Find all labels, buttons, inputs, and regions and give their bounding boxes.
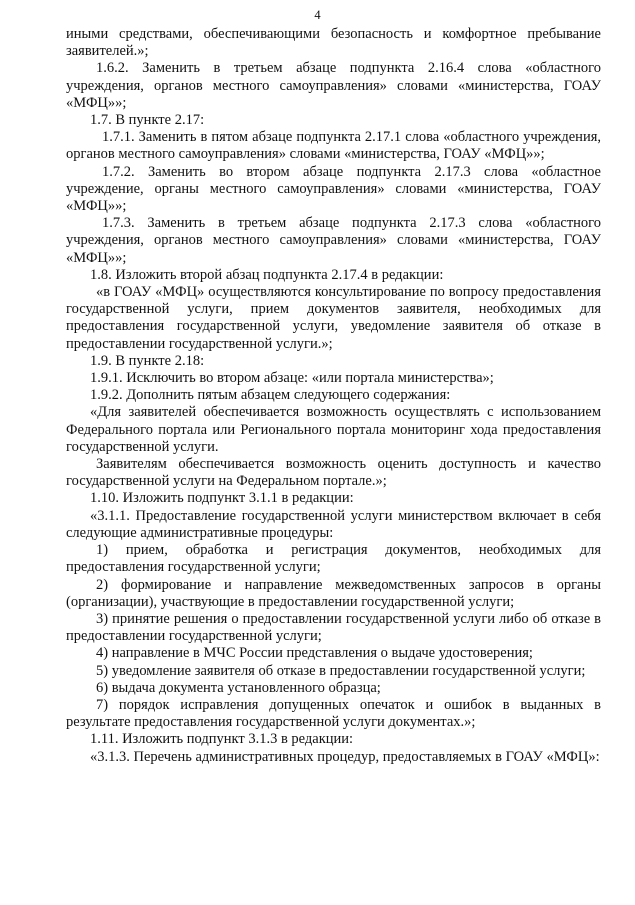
document-body (66, 26, 601, 766)
paragraph: 1.11. Изложить подпункт 3.1.3 в редакции: (90, 731, 354, 748)
paragraph: иными средствами, обеспечивающими безопасность и комфортное пребывание заявителей.»; (66, 26, 601, 60)
page-number: 4 (314, 8, 321, 22)
list-item: 3) принятие решения о предоставлении государственной услуги либо об отказе в предоставлении государственной услуги; (66, 610, 601, 645)
paragraph: 1.7.3. Заменить в третьем абзаце подпункта 2.17.3 слова «областного учреждения, органов местного самоуправления» словами «министерства, ГОАУ «МФЦ»»; (66, 215, 601, 266)
list-item: 1) прием, обработка и регистрация документов, необходимых для предоставления государственной услуги; (66, 542, 601, 576)
paragraph: 1.7.2. Заменить во втором абзаце подпункта 2.17.3 слова «областное учреждение, органы местного самоуправления» словами «министерства, ГОАУ «МФЦ»»; (66, 163, 601, 215)
list-item: 4) направление в МЧС России представления о выдаче удостоверения; (96, 645, 533, 662)
paragraph: Заявителям обеспечивается возможность оценить доступность и качество государственной услуги на Федеральном портале.»; (66, 456, 601, 490)
paragraph: 1.7.1. Заменить в пятом абзаце подпункта 2.17.1 слова «областного учреждения, органов местного самоуправления» словами «министерства, ГОАУ «МФЦ»»; (66, 129, 601, 163)
paragraph: 1.10. Изложить подпункт 3.1.1 в редакции: (90, 490, 354, 507)
paragraph: 1.9. В пункте 2.18: (90, 352, 205, 369)
list-item: 5) уведомление заявителя об отказе в предоставлении государственной услуги; (96, 662, 586, 679)
paragraph: «в ГОАУ «МФЦ» осуществляются консультирование по вопросу предоставления государственной услуги, прием документов заявителя, необходимых для предоставления государственной услуги, уведомление заявителя об отказе в предоставлении государственной услуги.»; (66, 284, 601, 352)
list-item: 2) формирование и направление межведомственных запросов в органы (организации), участвующие в предоставлении государственной услуги; (66, 576, 601, 610)
paragraph: 1.9.1. Исключить во втором абзаце: «или портала министерства»; (90, 370, 494, 387)
paragraph: 1.9.2. Дополнить пятым абзацем следующего содержания: (90, 387, 451, 404)
paragraph: 1.6.2. Заменить в третьем абзаце подпункта 2.16.4 слова «областного учреждения, органов местного самоуправления» словами «министерства, ГОАУ «МФЦ»»; (66, 60, 601, 111)
paragraph: «Для заявителей обеспечивается возможность осуществлять с использованием Федерального портала или Регионального портала мониторинг хода предоставления государственной услуги. (66, 404, 601, 455)
list-item: 6) выдача документа установленного образца; (96, 679, 381, 696)
paragraph: «3.1.3. Перечень административных процедур, предоставляемых в ГОАУ «МФЦ»: (90, 748, 600, 765)
paragraph: 1.7. В пункте 2.17: (90, 112, 205, 129)
list-item: 7) порядок исправления допущенных опечаток и ошибок в выданных в результате предоставления государственной услуги документах.»; (66, 696, 601, 731)
paragraph: 1.8. Изложить второй абзац подпункта 2.17.4 в редакции: (90, 266, 444, 283)
paragraph: «3.1.1. Предоставление государственной услуги министерством включает в себя следующие административные процедуры: (66, 507, 601, 541)
